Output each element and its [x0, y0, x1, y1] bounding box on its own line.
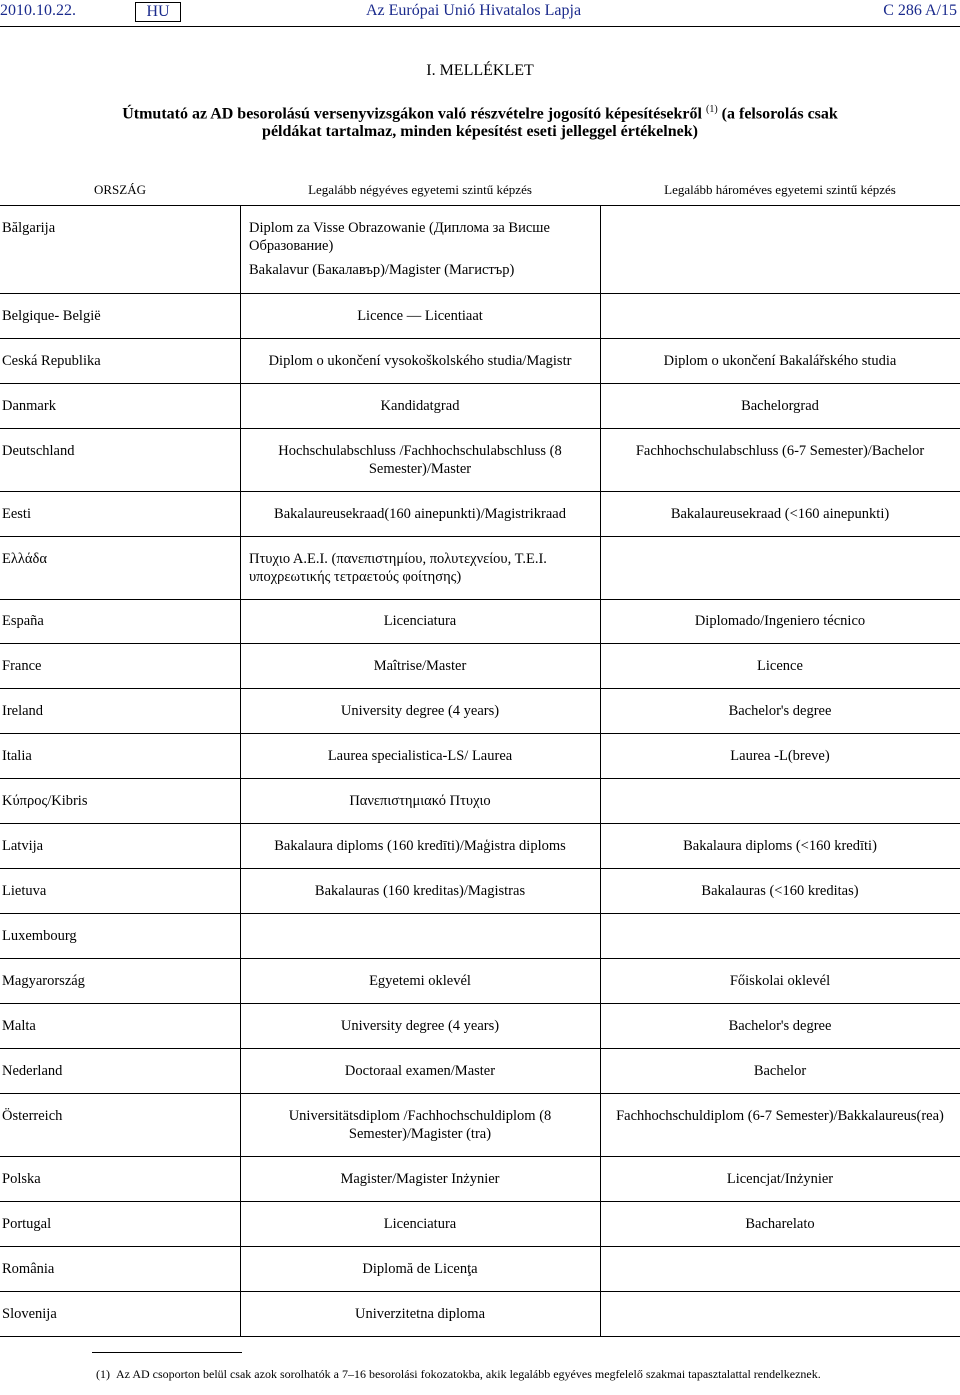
cell-three-year: Bachelor — [753, 1063, 807, 1079]
column-divider — [240, 1247, 241, 1291]
table-rule — [0, 1336, 960, 1337]
column-divider — [600, 1247, 601, 1291]
footnote-text: Az AD csoporton belül csak azok sorolhatók a 7–16 besorolási fokozatokba, akik legalább egyéves megfelelő szakmai tapasztalattal rendelkeznek. — [116, 1367, 821, 1381]
table-rule — [0, 1246, 960, 1247]
cell-country: Danmark — [2, 398, 56, 414]
column-divider — [240, 644, 241, 688]
column-divider — [240, 384, 241, 428]
column-divider — [600, 959, 601, 1003]
cell-three-year: Bakalaureusekraad (<160 ainepunkti) — [670, 506, 890, 522]
column-divider — [240, 1004, 241, 1048]
cell-country: Lietuva — [2, 883, 47, 899]
footnote-mark: (1) — [96, 1367, 110, 1381]
column-divider — [240, 600, 241, 643]
column-divider — [240, 734, 241, 778]
column-divider — [600, 914, 601, 958]
cell-four-year: Doctoraal examen/Master — [344, 1063, 496, 1079]
column-divider — [600, 492, 601, 536]
column-divider — [240, 779, 241, 823]
cell-three-year: Bacharelato — [745, 1216, 815, 1232]
guide-title — [92, 101, 868, 141]
column-divider — [240, 294, 241, 338]
cell-four-year: Licence — Licentiaat — [357, 308, 483, 324]
cell-three-year: Bakalaura diploms (<160 kredīti) — [683, 838, 877, 854]
column-divider — [600, 644, 601, 688]
cell-four-year — [249, 219, 593, 279]
page-reference[interactable]: C 286 A/15 — [883, 2, 957, 19]
column-header-country: ORSZÁG — [93, 182, 146, 197]
table-rule — [0, 338, 960, 339]
table-rule — [0, 1048, 960, 1049]
cell-three-year: Bachelorgrad — [741, 398, 819, 414]
guide-title-main: Útmutató az AD besorolású versenyvizsgákon való részvételre jogosító képesítésekről — [122, 105, 702, 123]
table-rule — [0, 383, 960, 384]
column-header-four-year: Legalább négyéves egyetemi szintű képzés — [308, 182, 532, 197]
cell-four-year: Licenciatura — [383, 1216, 457, 1232]
cell-four-year: Bakalaureusekraad(160 ainepunkti)/Magistrikraad — [274, 506, 566, 522]
table-rule — [0, 733, 960, 734]
publication-date[interactable]: 2010.10.22. — [0, 2, 76, 19]
column-divider — [600, 824, 601, 868]
cell-three-year: Diplom o ukončení Bakalářského studia — [663, 353, 897, 369]
cell-three-year: Licence — [757, 658, 803, 674]
cell-country: España — [2, 613, 44, 629]
column-divider — [600, 1202, 601, 1246]
cell-country: Belgique- België — [2, 308, 101, 324]
cell-four-year: Magister/Magister Inżynier — [340, 1171, 500, 1187]
cell-three-year: Bachelor's degree — [728, 1018, 832, 1034]
cell-four-year: Univerzitetna diploma — [354, 1306, 486, 1322]
cell-four-year: Diplom o ukončení vysokoškolského studia/Magistr — [268, 353, 572, 369]
table-rule — [0, 205, 960, 206]
column-divider — [600, 600, 601, 643]
cell-four-year: Πτυχιο Α.Ε.Ι. (πανεπιστημίου, πολυτεχνείου, Τ.Ε.Ι. υποχρεωτικής τετραετούς φοίτησης) — [249, 551, 547, 585]
cell-country: Portugal — [2, 1216, 52, 1232]
cell-four-year-line: Diplom za Visse Obrazowanie (Диплома за Висше Образование) — [249, 220, 550, 254]
column-divider — [600, 1292, 601, 1336]
cell-four-year: University degree (4 years) — [340, 703, 500, 719]
column-divider — [240, 1292, 241, 1336]
column-divider — [240, 1202, 241, 1246]
table-rule — [0, 823, 960, 824]
cell-country: Luxembourg — [2, 928, 77, 944]
column-divider — [240, 689, 241, 733]
table-rule — [0, 778, 960, 779]
column-divider — [600, 206, 601, 293]
column-divider — [600, 869, 601, 913]
table-rule — [0, 1156, 960, 1157]
footnote-reference[interactable]: (1) — [705, 104, 718, 115]
table-rule — [0, 1201, 960, 1202]
cell-four-year: Diplomă de Licenţa — [362, 1261, 478, 1277]
table-header — [0, 182, 960, 202]
column-divider — [600, 429, 601, 491]
cell-country: Ceská Republika — [2, 353, 101, 369]
column-divider — [240, 1049, 241, 1093]
column-divider — [240, 1094, 241, 1156]
cell-country: Ireland — [2, 703, 44, 719]
cell-three-year: Bakalauras (<160 kreditas) — [701, 883, 859, 899]
column-divider — [240, 429, 241, 491]
table-rule — [0, 428, 960, 429]
column-divider — [240, 824, 241, 868]
cell-four-year: Kandidatgrad — [380, 398, 460, 414]
cell-country: Polska — [2, 1171, 41, 1187]
table-rule — [0, 1291, 960, 1292]
cell-four-year: Laurea specialistica-LS/ Laurea — [327, 748, 513, 764]
table-rule — [0, 958, 960, 959]
cell-country: Eesti — [2, 506, 31, 522]
table-rule — [0, 599, 960, 600]
column-header-three-year: Legalább hároméves egyetemi szintű képzés — [664, 182, 896, 197]
column-divider — [600, 384, 601, 428]
header-divider — [0, 26, 960, 27]
cell-country: France — [2, 658, 42, 674]
column-divider — [600, 1004, 601, 1048]
column-divider — [600, 1049, 601, 1093]
column-divider — [240, 537, 241, 599]
journal-title[interactable]: Az Európai Unió Hivatalos Lapja — [366, 2, 582, 19]
column-divider — [600, 294, 601, 338]
column-divider — [600, 1157, 601, 1201]
cell-country: România — [2, 1261, 55, 1277]
cell-four-year-line: Bakalavur (Бакалавър)/Magister (Магистър) — [249, 262, 515, 278]
cell-country: Slovenija — [2, 1306, 57, 1322]
language-code[interactable]: HU — [135, 2, 181, 22]
table-rule — [0, 491, 960, 492]
column-divider — [240, 914, 241, 958]
cell-four-year: Πανεπιστημιακό Πτυχιο — [349, 793, 491, 809]
cell-three-year: Főiskolai oklevél — [729, 973, 831, 989]
cell-four-year: Licenciatura — [383, 613, 457, 629]
cell-country: Latvija — [2, 838, 44, 854]
journal-header — [0, 0, 960, 26]
table-rule — [0, 536, 960, 537]
column-divider — [240, 869, 241, 913]
column-divider — [600, 339, 601, 383]
cell-country: Malta — [2, 1018, 36, 1034]
column-divider — [240, 959, 241, 1003]
cell-country: Österreich — [2, 1108, 63, 1124]
cell-four-year: Bakalauras (160 kreditas)/Magistras — [314, 883, 526, 899]
annex-title: I. MELLÉKLET — [426, 62, 534, 79]
column-divider — [600, 1094, 601, 1156]
column-divider — [600, 689, 601, 733]
cell-four-year: Universitätsdiplom /Fachhochschuldiplom (8 Semester)/Magister (tra) — [288, 1108, 552, 1142]
cell-three-year: Bachelor's degree — [728, 703, 832, 719]
cell-three-year: Fachhochschuldiplom (6-7 Semester)/Bakkalaureus(rea) — [616, 1108, 944, 1124]
cell-country: Deutschland — [2, 443, 75, 459]
table-rule — [0, 293, 960, 294]
cell-country: Magyarország — [2, 973, 85, 989]
guide-title-note: (a felsorolás csak példákat tartalmaz, minden képesítést eseti jelleggel értékelnek) — [262, 105, 838, 141]
column-divider — [240, 339, 241, 383]
column-divider — [600, 734, 601, 778]
cell-three-year: Diplomado/Ingeniero técnico — [694, 613, 866, 629]
cell-country: Italia — [2, 748, 32, 764]
cell-country: Nederland — [2, 1063, 63, 1079]
table-rule — [0, 688, 960, 689]
cell-three-year: Laurea -L(breve) — [730, 748, 830, 764]
column-divider — [600, 779, 601, 823]
table-rule — [0, 913, 960, 914]
cell-country: Bălgarija — [2, 220, 56, 236]
table-rule — [0, 1093, 960, 1094]
table-rule — [0, 1003, 960, 1004]
table-rule — [0, 643, 960, 644]
cell-four-year: Egyetemi oklevél — [369, 973, 471, 989]
column-divider — [240, 492, 241, 536]
table-rule — [0, 868, 960, 869]
cell-country: Ελλάδα — [2, 551, 47, 567]
footnote-rule — [92, 1352, 242, 1353]
column-divider — [240, 206, 241, 293]
cell-four-year: Hochschulabschluss /Fachhochschulabschluss (8 Semester)/Master — [278, 443, 562, 477]
cell-four-year: University degree (4 years) — [340, 1018, 500, 1034]
cell-country: Κύπρος/Kibris — [2, 793, 88, 809]
cell-three-year: Licencjat/Inżynier — [726, 1171, 834, 1187]
column-divider — [600, 537, 601, 599]
column-divider — [240, 1157, 241, 1201]
cell-four-year: Bakalaura diploms (160 kredīti)/Maģistra diploms — [274, 838, 566, 854]
cell-four-year: Maîtrise/Master — [373, 658, 467, 674]
cell-three-year: Fachhochschulabschluss (6-7 Semester)/Bachelor — [635, 443, 925, 459]
